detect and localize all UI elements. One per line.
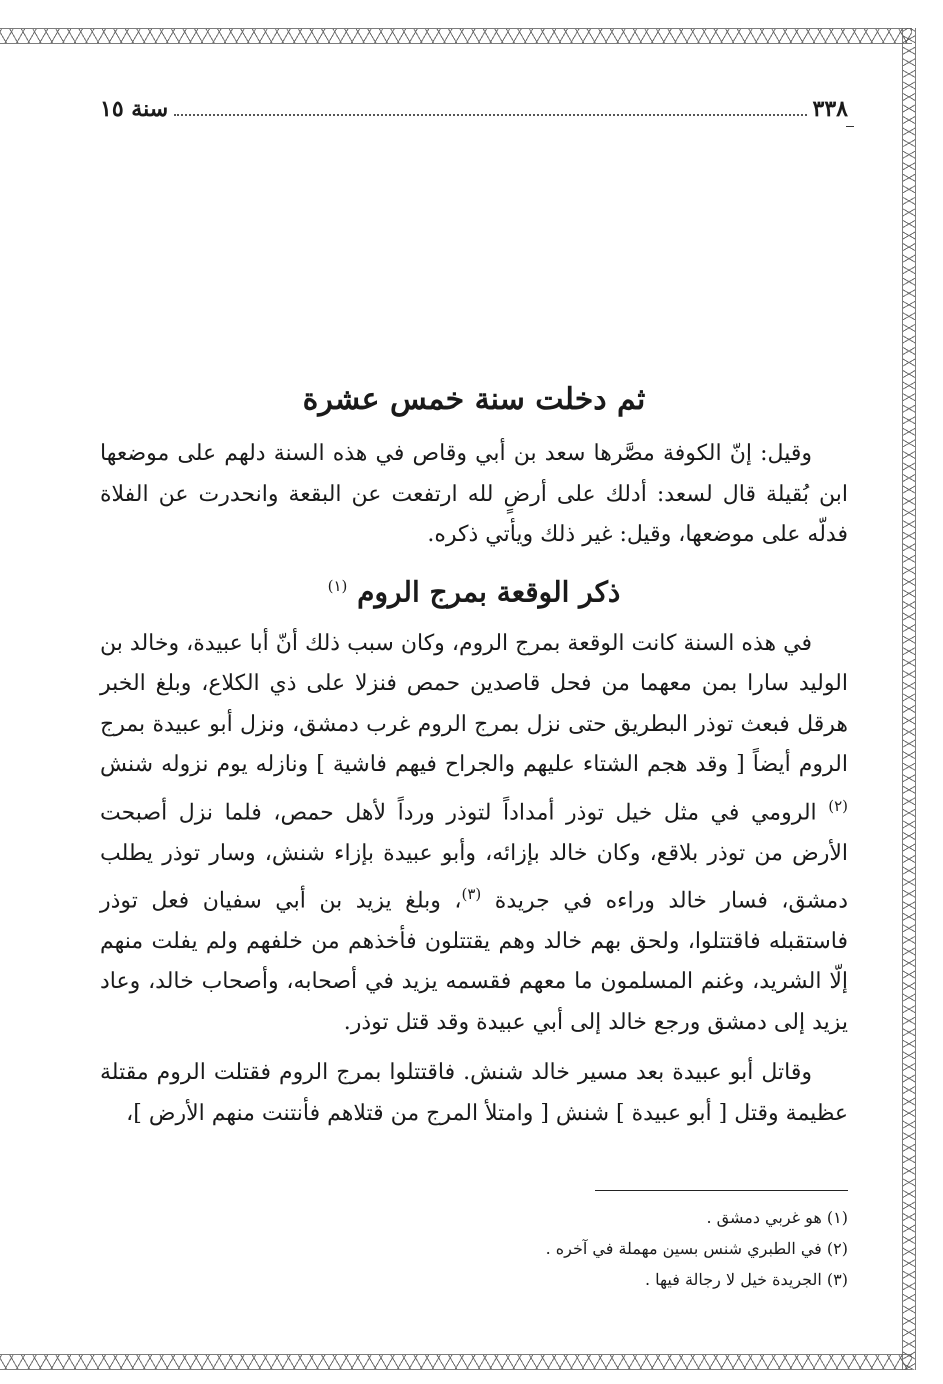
decorative-border-top [0,28,912,44]
footnote-ref-1: (١) [327,576,348,595]
section-title: ثم دخلت سنة خمس عشرة [302,382,646,417]
header-tick-mark [846,126,854,127]
intro-paragraph: وقيل: إنّ الكوفة مصَّرها سعد بن أبي وقاص في هذه السنة دلهم على موضعها ابن بُقيلة قال لسعد: أدلك على أرضٍ لله ارتفعت عن البقعة وانحدرت عن الفلاة فدلّه على موضعها، وقيل: غير ذلك ويأتي ذكره. [100,441,849,547]
sub-title [100,564,848,614]
running-title: سنة ١٥ [100,96,169,122]
footnote-ref-2: (٢) [828,796,849,815]
footnote-ref-3: (٣) [461,885,482,904]
footnote-3: (٣) الجريدة خيل لا رجالة فيها . [644,1270,848,1289]
sub-title-text: ذكر الوقعة بمرج الروم [357,574,621,608]
decorative-border-right [902,28,916,1370]
header-dotted-leader [174,114,806,116]
footnote-1: (١) هو غربي دمشق . [706,1208,848,1227]
paragraph-1-part-c: ، وبلغ يزيد بن أبي سفيان فعل توذر فاستقبله فاقتتلوا، ولحق بهم خالد وهم يقتتلون فأخذهم من خلفهم ولم يفلت منهم إلّا الشريد، وغنم المسلمون ما معهم فقسمه يزيد في أصحابه، وأصحاب خالد، وعاد يزيد إلى دمشق ورجع خالد إلى أبي عبيدة وقد قتل توذر. [100,888,848,1035]
decorative-border-bottom [0,1354,912,1370]
body-paragraph-1 [100,624,848,1044]
footnotes [300,1202,848,1295]
body-paragraph-2: وقاتل أبو عبيدة بعد مسير خالد شنش. فاقتتلوا بمرج الروم فقتلت الروم مقتلة عظيمة وقتل [ أبو عبيدة ] شنش [ وامتلأ المرج من قتلاهم فأنتنت منهم الأرض ]، [100,1060,848,1126]
footnote-2: (٢) في الطبري شنس بسين مهملة في آخره . [545,1239,848,1258]
footnote-separator [595,1190,848,1191]
page-number: ٣٣٨ [812,96,848,122]
running-header [100,92,848,122]
paragraph-1-part-b: الرومي في مثل خيل توذر أمداداً لتوذر ورداً لأهل حمص، فلما نزل أصبحت الأرض من توذر بلاقع، وكان خالد بإزائه، وأبو عبيدة بإزاء شنش، وسار توذر يطلب دمشق، فسار خالد وراءه في جريدة [100,800,849,914]
main-content [100,378,848,1134]
paragraph-1-part-a: في هذه السنة كانت الوقعة بمرج الروم، وكان سبب ذلك أنّ أبا عبيدة، وخالد بن الوليد سارا بمن معهما من فحل قاصدين حمص فنزلا على ذي الكلاع، وبلغ الخبر هرقل فبعث توذر البطريق حتى نزل بمرج الروم غرب دمشق، ونزل أبو عبيدة بمرج الروم أيضاً [ وقد هجم الشتاء عليهم والجراح فيهم فاشية ] ونازله يوم نزوله شنش [100,630,849,778]
